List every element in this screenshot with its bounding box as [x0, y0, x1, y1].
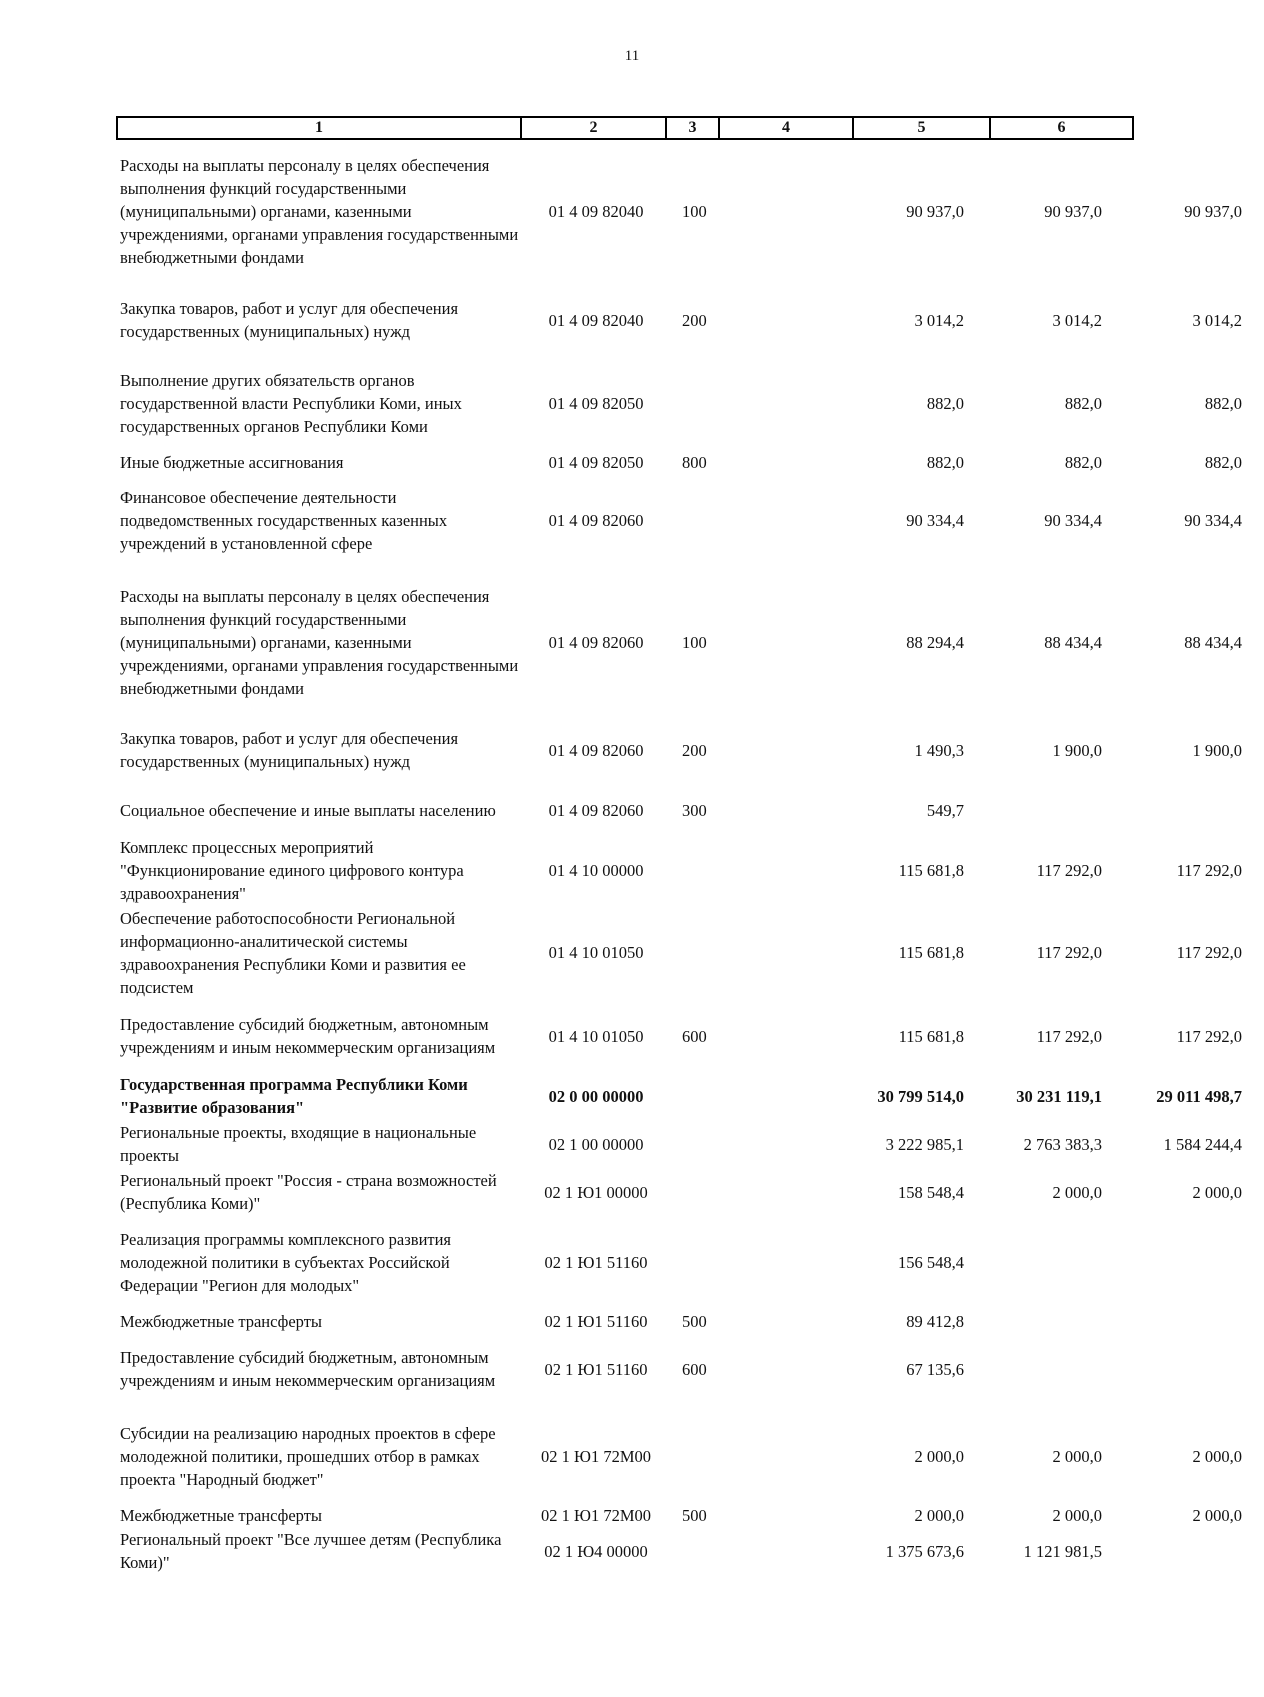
column-header-row — [116, 116, 1134, 140]
row-name: Предоставление субсидий бюджетным, автономным учреждениям и иным некоммерческим организациям — [120, 1015, 496, 1057]
row-value-4: 89 412,8 — [906, 1311, 964, 1331]
row-value-4: 67 135,6 — [906, 1359, 964, 1379]
row-name: Закупка товаров, работ и услуг для обеспечения государственных (муниципальных) нужд — [120, 729, 459, 771]
row-value-6: 2 000,0 — [1192, 1446, 1242, 1466]
row-value-5: 882,0 — [1064, 393, 1102, 413]
row-name: Выполнение других обязательств органов государственной власти Республики Коми, иных государственных органов Республики Коми — [120, 370, 462, 436]
row-code: 01 4 09 82040 — [548, 310, 644, 330]
row-value-4: 30 799 514,0 — [877, 1086, 964, 1106]
column-header-5: 5 — [853, 117, 990, 139]
row-code: 01 4 10 00000 — [548, 860, 644, 880]
row-name: Межбюджетные трансферты — [120, 1505, 323, 1525]
row-value-4: 2 000,0 — [914, 1446, 964, 1466]
row-name: Иные бюджетные ассигнования — [120, 452, 344, 472]
row-type: 200 — [682, 740, 707, 760]
table-row — [116, 786, 1132, 834]
row-code: 01 4 10 01050 — [548, 943, 644, 962]
row-code: 02 1 Ю1 72М00 — [540, 1446, 651, 1466]
row-value-5 — [970, 786, 1102, 834]
row-value-6: 90 334,4 — [1184, 510, 1242, 530]
row-name: Региональный проект "Все лучшее детям (Республика Коми)" — [120, 1530, 502, 1572]
table-row — [116, 1120, 1242, 1168]
table-row — [116, 296, 1242, 344]
row-value-5: 1 900,0 — [1052, 740, 1102, 760]
table-row — [116, 1502, 1242, 1528]
row-value-4: 156 548,4 — [898, 1252, 964, 1272]
row-value-4: 88 294,4 — [906, 632, 964, 652]
table-row — [116, 1420, 1242, 1492]
row-value-5: 117 292,0 — [1036, 943, 1102, 962]
table-row — [116, 152, 1242, 270]
row-value-6: 1 900,0 — [1192, 740, 1242, 760]
column-header-6: 6 — [990, 117, 1133, 139]
row-code: 01 4 09 82060 — [548, 800, 644, 820]
row-value-6 — [1106, 1308, 1242, 1334]
row-code: 01 4 09 82040 — [548, 201, 644, 221]
row-value-4: 1 490,3 — [914, 740, 964, 760]
row-value-4: 115 681,8 — [898, 860, 964, 880]
table-row — [116, 834, 1242, 906]
row-name: Комплекс процессных мероприятий "Функционирование единого цифрового контура здравоохранения" — [120, 837, 464, 903]
row-value-4: 3 222 985,1 — [885, 1134, 964, 1154]
table-row-program — [116, 1072, 1242, 1120]
table-row — [116, 1226, 1132, 1298]
row-name: Межбюджетные трансферты — [120, 1311, 323, 1331]
row-name: Расходы на выплаты персоналу в целях обеспечения выполнения функций государственными (муниципальными) органами, казенными учреждениями, органами управления государственными внебюджетными фондами — [120, 586, 519, 698]
row-name: Предоставление субсидий бюджетным, автономным учреждениям и иным некоммерческим организациям — [120, 1348, 496, 1390]
row-value-6 — [1106, 786, 1242, 834]
row-value-6: 3 014,2 — [1192, 310, 1242, 330]
row-value-6: 2 000,0 — [1192, 1505, 1242, 1525]
column-header-4: 4 — [719, 117, 853, 139]
row-code: 01 4 10 01050 — [548, 1026, 644, 1046]
row-value-4: 90 937,0 — [906, 201, 964, 221]
row-value-6: 117 292,0 — [1176, 860, 1242, 880]
row-type: 600 — [682, 1026, 707, 1046]
table-row — [116, 583, 1242, 701]
row-value-6: 90 937,0 — [1184, 201, 1242, 221]
row-code: 02 1 00 00000 — [548, 1134, 644, 1154]
row-type: 100 — [682, 632, 707, 652]
row-code: 02 1 Ю4 00000 — [544, 1541, 648, 1561]
table-row — [116, 1527, 1132, 1575]
row-name: Государственная программа Республики Коми "Развитие образования" — [120, 1075, 468, 1117]
row-type: 500 — [682, 1311, 707, 1331]
row-name: Расходы на выплаты персоналу в целях обеспечения выполнения функций государственными (муниципальными) органами, казенными учреждениями, органами управления государственными внебюджетными фондами — [120, 155, 519, 267]
row-value-5: 3 014,2 — [1052, 310, 1102, 330]
table-row — [116, 726, 1242, 774]
row-value-6: 882,0 — [1204, 393, 1242, 413]
row-type: 300 — [682, 800, 707, 820]
row-code: 02 1 Ю1 51160 — [544, 1252, 648, 1272]
row-value-6: 29 011 498,7 — [1156, 1086, 1242, 1106]
row-value-4: 3 014,2 — [914, 310, 964, 330]
row-value-5: 2 000,0 — [1052, 1182, 1102, 1202]
row-value-5: 30 231 119,1 — [1016, 1086, 1102, 1106]
row-code: 01 4 09 82060 — [548, 740, 644, 760]
row-code: 01 4 09 82060 — [548, 510, 644, 530]
table-row — [116, 484, 1242, 556]
row-code: 02 1 Ю1 72М00 — [540, 1505, 651, 1525]
page-number: 11 — [624, 48, 640, 64]
row-code: 01 4 09 82060 — [548, 632, 644, 652]
row-name: Обеспечение работоспособности Региональной информационно-аналитической системы здравоохранения Республики Коми и развития ее подсистем — [120, 908, 466, 997]
row-value-5: 88 434,4 — [1044, 632, 1102, 652]
row-value-4: 882,0 — [926, 452, 964, 472]
row-value-5: 90 937,0 — [1044, 201, 1102, 221]
row-value-4: 90 334,4 — [906, 510, 964, 530]
table-row — [116, 1000, 1242, 1072]
row-value-5: 90 334,4 — [1044, 510, 1102, 530]
row-type: 600 — [682, 1359, 707, 1379]
row-name: Региональный проект "Россия - страна возможностей (Республика Коми)" — [120, 1171, 497, 1213]
row-value-6 — [1106, 1527, 1242, 1575]
row-type: 200 — [682, 310, 707, 330]
row-code: 02 1 Ю1 00000 — [544, 1182, 648, 1202]
row-value-4: 549,7 — [926, 800, 964, 820]
row-value-5: 1 121 981,5 — [1023, 1541, 1102, 1561]
table-row — [116, 449, 1242, 475]
row-name: Социальное обеспечение и иные выплаты населению — [120, 800, 496, 820]
table-row — [116, 905, 1242, 1000]
row-name: Закупка товаров, работ и услуг для обеспечения государственных (муниципальных) нужд — [120, 299, 459, 341]
row-value-4: 1 375 673,6 — [885, 1541, 964, 1561]
row-value-5: 117 292,0 — [1036, 860, 1102, 880]
row-value-4: 158 548,4 — [898, 1182, 964, 1202]
row-value-5: 2 000,0 — [1052, 1446, 1102, 1466]
row-value-6: 117 292,0 — [1176, 1026, 1242, 1046]
column-header-1: 1 — [117, 117, 521, 139]
table-row — [116, 367, 1242, 439]
row-value-5: 2 763 383,3 — [1023, 1134, 1102, 1154]
row-code: 02 0 00 00000 — [548, 1086, 644, 1106]
row-value-5: 882,0 — [1064, 452, 1102, 472]
row-name: Субсидии на реализацию народных проектов в сфере молодежной политики, прошедших отбор в рамках проекта "Народный бюджет" — [120, 1423, 496, 1489]
row-type: 500 — [682, 1505, 707, 1525]
row-value-5 — [970, 1308, 1102, 1334]
row-value-5: 117 292,0 — [1036, 1026, 1102, 1046]
row-type: 800 — [682, 452, 707, 472]
row-value-4: 882,0 — [926, 393, 964, 413]
row-value-6: 1 584 244,4 — [1163, 1134, 1242, 1154]
column-header-3: 3 — [666, 117, 719, 139]
column-header-2: 2 — [521, 117, 666, 139]
row-value-4: 115 681,8 — [898, 1026, 964, 1046]
table-row — [116, 1168, 1242, 1216]
row-value-6 — [1106, 1226, 1242, 1298]
row-value-5 — [970, 1226, 1102, 1298]
row-name: Финансовое обеспечение деятельности подведомственных государственных казенных учреждений в установленной сфере — [120, 487, 448, 553]
row-value-6: 117 292,0 — [1176, 943, 1242, 962]
row-value-6: 2 000,0 — [1192, 1182, 1242, 1202]
table-row — [116, 1308, 1132, 1334]
row-code: 01 4 09 82050 — [548, 393, 644, 413]
row-value-4: 2 000,0 — [914, 1505, 964, 1525]
row-code: 01 4 09 82050 — [548, 452, 644, 472]
row-code: 02 1 Ю1 51160 — [544, 1359, 648, 1379]
row-code: 02 1 Ю1 51160 — [544, 1311, 648, 1331]
row-value-5: 2 000,0 — [1052, 1505, 1102, 1525]
row-value-6: 882,0 — [1204, 452, 1242, 472]
table-row — [116, 1333, 1132, 1405]
row-type: 100 — [682, 201, 707, 221]
row-value-6: 88 434,4 — [1184, 632, 1242, 652]
row-name: Региональные проекты, входящие в национальные проекты — [120, 1123, 477, 1165]
row-value-6 — [1106, 1333, 1242, 1405]
row-name: Реализация программы комплексного развития молодежной политики в субъектах Российской Федерации "Регион для молодых" — [120, 1229, 452, 1295]
row-value-4: 115 681,8 — [898, 943, 964, 962]
row-value-5 — [970, 1333, 1102, 1405]
